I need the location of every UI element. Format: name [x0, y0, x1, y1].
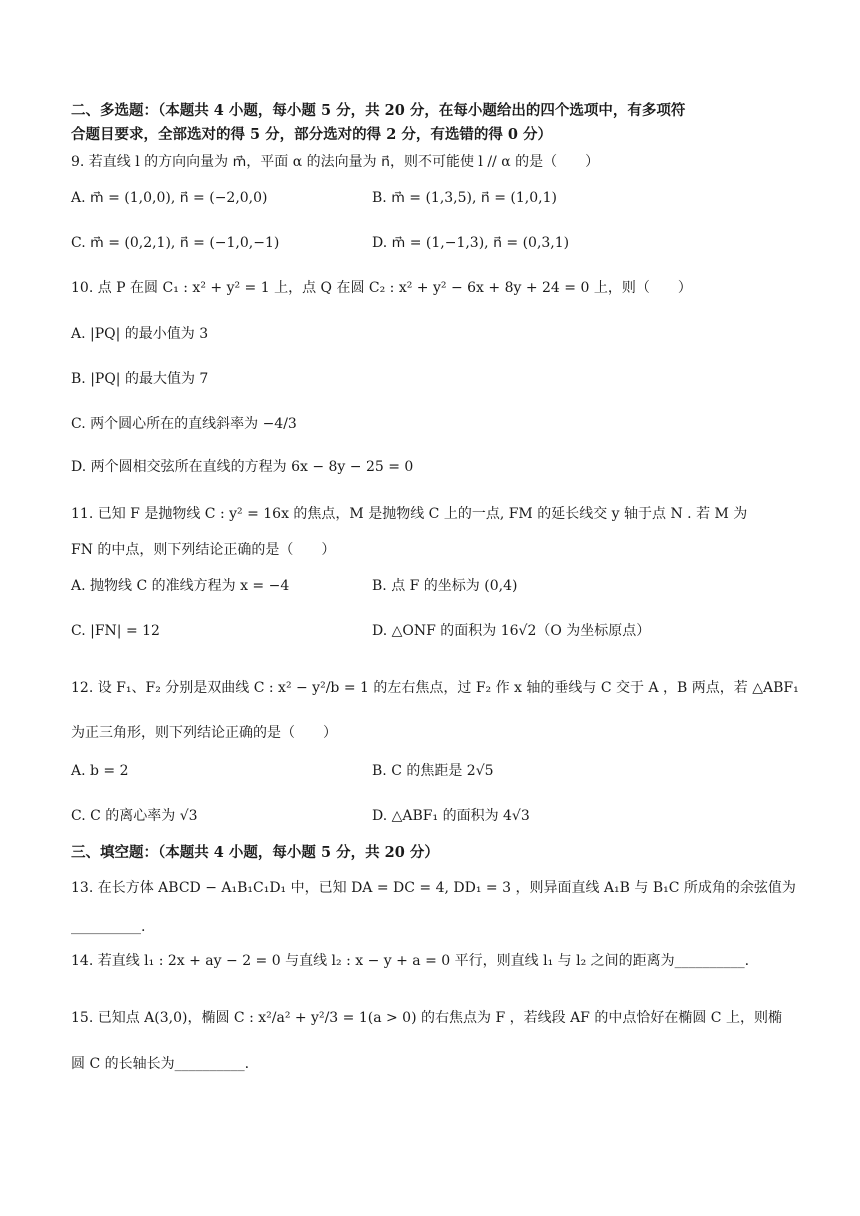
q15-stem-line2: 圆 C 的长轴长为__________.: [71, 1056, 250, 1072]
section3-title: 三、填空题：（本题共 4 小题，每小题 5 分，共 20 分）: [71, 844, 439, 861]
q13-stem-line1: 13. 在长方体 ABCD − A₁B₁C₁D₁ 中，已知 DA = DC = 4, DD₁ = 3 ，则异面直线 A₁B 与 B₁C 所成角的余弦值为: [71, 880, 796, 896]
q11-option-d: D. △ONF 的面积为 16√2（O 为坐标原点）: [372, 623, 651, 639]
q10-option-a: A. |PQ| 的最小值为 3: [71, 326, 209, 342]
q11-option-c: C. |FN| = 12: [71, 623, 160, 639]
q12-stem-line2: 为正三角形，则下列结论正确的是（ ）: [71, 725, 337, 741]
q9-option-b: B. m⃗ = (1,3,5), n⃗ = (1,0,1): [372, 190, 557, 206]
section2-title-line2: 合题目要求，全部选对的得 5 分，部分选对的得 2 分，有选错的得 0 分）: [71, 126, 553, 143]
q10-option-c: C. 两个圆心所在的直线斜率为 −4/3: [71, 416, 297, 432]
q11-option-b: B. 点 F 的坐标为 (0,4): [372, 578, 518, 594]
q11-stem-line2: FN 的中点，则下列结论正确的是（ ）: [71, 542, 336, 558]
q11-option-a: A. 抛物线 C 的准线方程为 x = −4: [71, 578, 290, 594]
section2-title-line1: 二、多选题：（本题共 4 小题，每小题 5 分，共 20 分，在每小题给出的四个选项中，有多项符: [71, 102, 686, 119]
q9-option-c: C. m⃗ = (0,2,1), n⃗ = (−1,0,−1): [71, 235, 280, 251]
q13-stem-line2: __________.: [71, 919, 146, 935]
q11-stem-line1: 11. 已知 F 是抛物线 C : y² = 16x 的焦点，M 是抛物线 C 上的一点, FM 的延长线交 y 轴于点 N . 若 M 为: [71, 506, 748, 522]
q12-option-a: A. b = 2: [71, 763, 129, 779]
q9-option-d: D. m⃗ = (1,−1,3), n⃗ = (0,3,1): [372, 235, 570, 251]
q9-option-a: A. m⃗ = (1,0,0), n⃗ = (−2,0,0): [71, 190, 268, 206]
q15-stem-line1: 15. 已知点 A(3,0)，椭圆 C : x²/a² + y²/3 = 1(a > 0) 的右焦点为 F ，若线段 AF 的中点恰好在椭圆 C 上，则椭: [71, 1010, 782, 1026]
q10-stem: 10. 点 P 在圆 C₁ : x² + y² = 1 上，点 Q 在圆 C₂ : x² + y² − 6x + 8y + 24 = 0 上，则（ ）: [71, 280, 692, 296]
q10-option-d: D. 两个圆相交弦所在直线的方程为 6x − 8y − 25 = 0: [71, 459, 414, 475]
q12-option-b: B. C 的焦距是 2√5: [372, 763, 494, 779]
q12-option-d: D. △ABF₁ 的面积为 4√3: [372, 808, 530, 824]
q10-option-b: B. |PQ| 的最大值为 7: [71, 371, 209, 387]
q14-stem: 14. 若直线 l₁ : 2x + ay − 2 = 0 与直线 l₂ : x − y + a = 0 平行，则直线 l₁ 与 l₂ 之间的距离为__________.: [71, 953, 750, 969]
q12-stem-line1: 12. 设 F₁、F₂ 分别是双曲线 C : x² − y²/b = 1 的左右焦点，过 F₂ 作 x 轴的垂线与 C 交于 A ，B 两点，若 △ABF₁: [71, 680, 799, 696]
q12-option-c: C. C 的离心率为 √3: [71, 808, 198, 824]
q9-stem: 9. 若直线 l 的方向向量为 m⃗，平面 α 的法向量为 n⃗，则不可能使 l // α 的是（ ）: [71, 154, 600, 170]
